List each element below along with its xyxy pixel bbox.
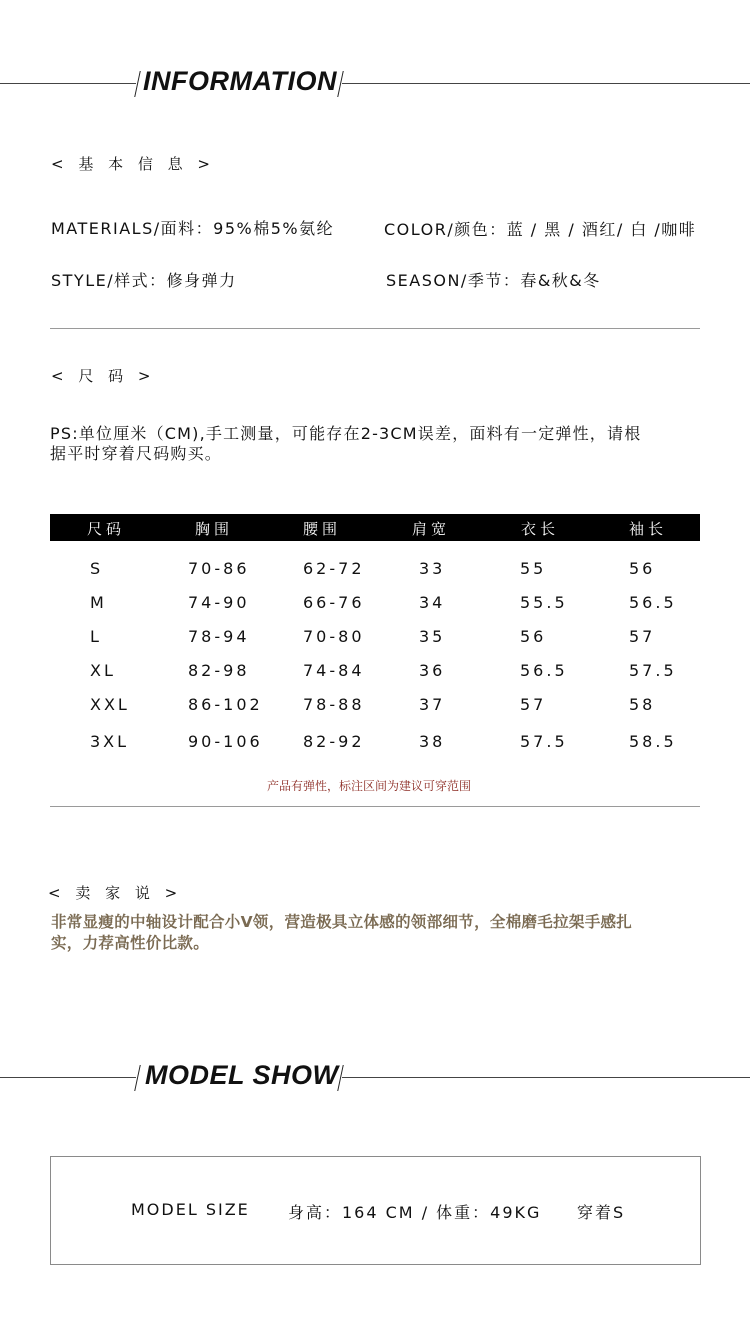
banner-left-bar xyxy=(134,1065,141,1091)
color-text: COLOR/颜色：蓝 / 黑 / 酒红/ 白 /咖啡 xyxy=(384,220,697,239)
banner-right-rule xyxy=(342,1077,750,1078)
header-shoulder: 肩宽 xyxy=(412,520,451,538)
size-note xyxy=(50,424,705,464)
cell-length: 57.5 xyxy=(520,732,568,751)
cell-chest: 82-98 xyxy=(188,661,250,680)
model-measurements: 身高：164 CM / 体重：49KG xyxy=(288,1203,542,1222)
cell-shoulder: 38 xyxy=(419,732,446,751)
banner-left-rule xyxy=(0,83,136,84)
header-chest: 胸围 xyxy=(195,520,234,538)
cell-waist: 66-76 xyxy=(303,593,365,612)
size-note-line-1: PS:单位厘米（CM),手工测量，可能存在2-3CM误差，面料有一定弹性，请根 xyxy=(50,424,642,443)
banner-left-rule xyxy=(0,1077,136,1078)
model-show-title: MODEL SHOW xyxy=(145,1060,339,1090)
banner-left-bar xyxy=(134,71,141,97)
cell-sleeve: 57.5 xyxy=(629,661,677,680)
cell-length: 55.5 xyxy=(520,593,568,612)
seller-line-1: 非常显瘦的中轴设计配合小V领，营造极具立体感的领部细节，全棉磨毛拉架手感扎 xyxy=(51,913,633,931)
cell-waist: 74-84 xyxy=(303,661,365,680)
cell-waist: 70-80 xyxy=(303,627,365,646)
basic-info-heading: < 基 本 信 息 > xyxy=(51,155,215,173)
cell-chest: 86-102 xyxy=(188,695,263,714)
cell-shoulder: 33 xyxy=(419,559,446,578)
style-text: STYLE/样式：修身弹力 xyxy=(51,271,237,290)
size-table-header xyxy=(50,514,700,541)
header-size: 尺码 xyxy=(87,520,126,538)
cell-waist: 82-92 xyxy=(303,732,365,751)
cell-length: 56.5 xyxy=(520,661,568,680)
size-heading: < 尺 码 > xyxy=(51,367,156,385)
cell-size: L xyxy=(90,627,102,646)
header-length: 衣长 xyxy=(521,520,560,538)
cell-sleeve: 58 xyxy=(629,695,656,714)
cell-length: 57 xyxy=(520,695,547,714)
cell-sleeve: 56 xyxy=(629,559,656,578)
cell-size: XL xyxy=(90,661,116,680)
materials-text: MATERIALS/面料：95%棉5%氨纶 xyxy=(51,219,335,238)
cell-sleeve: 57 xyxy=(629,627,656,646)
header-sleeve: 袖长 xyxy=(629,520,668,538)
size-note-line-2: 据平时穿着尺码购买。 xyxy=(50,444,223,463)
season-text: SEASON/季节：春&秋&冬 xyxy=(386,271,601,290)
divider xyxy=(50,328,700,329)
cell-size: M xyxy=(90,593,107,612)
cell-shoulder: 36 xyxy=(419,661,446,680)
cell-length: 56 xyxy=(520,627,547,646)
banner-right-rule xyxy=(342,83,750,84)
cell-sleeve: 58.5 xyxy=(629,732,677,751)
model-size-box xyxy=(50,1156,701,1265)
cell-chest: 90-106 xyxy=(188,732,263,751)
model-wears-size: 穿着S xyxy=(577,1203,626,1222)
header-waist: 腰围 xyxy=(303,520,342,538)
cell-chest: 78-94 xyxy=(188,627,250,646)
cell-size: 3XL xyxy=(90,732,130,751)
seller-line-2: 实，力荐高性价比款。 xyxy=(51,934,210,952)
seller-description xyxy=(51,912,691,954)
cell-size: S xyxy=(90,559,104,578)
cell-size: XXL xyxy=(90,695,130,714)
cell-shoulder: 37 xyxy=(419,695,446,714)
cell-chest: 74-90 xyxy=(188,593,250,612)
model-size-label: MODEL SIZE xyxy=(131,1200,250,1219)
cell-shoulder: 34 xyxy=(419,593,446,612)
banner-right-bar xyxy=(337,71,344,97)
cell-sleeve: 56.5 xyxy=(629,593,677,612)
seller-heading: < 卖 家 说 > xyxy=(48,884,183,902)
information-title: INFORMATION xyxy=(143,66,337,96)
cell-waist: 78-88 xyxy=(303,695,365,714)
cell-chest: 70-86 xyxy=(188,559,250,578)
elasticity-footnote: 产品有弹性，标注区间为建议可穿范围 xyxy=(267,779,472,793)
cell-waist: 62-72 xyxy=(303,559,365,578)
divider xyxy=(50,806,700,807)
cell-shoulder: 35 xyxy=(419,627,446,646)
cell-length: 55 xyxy=(520,559,547,578)
